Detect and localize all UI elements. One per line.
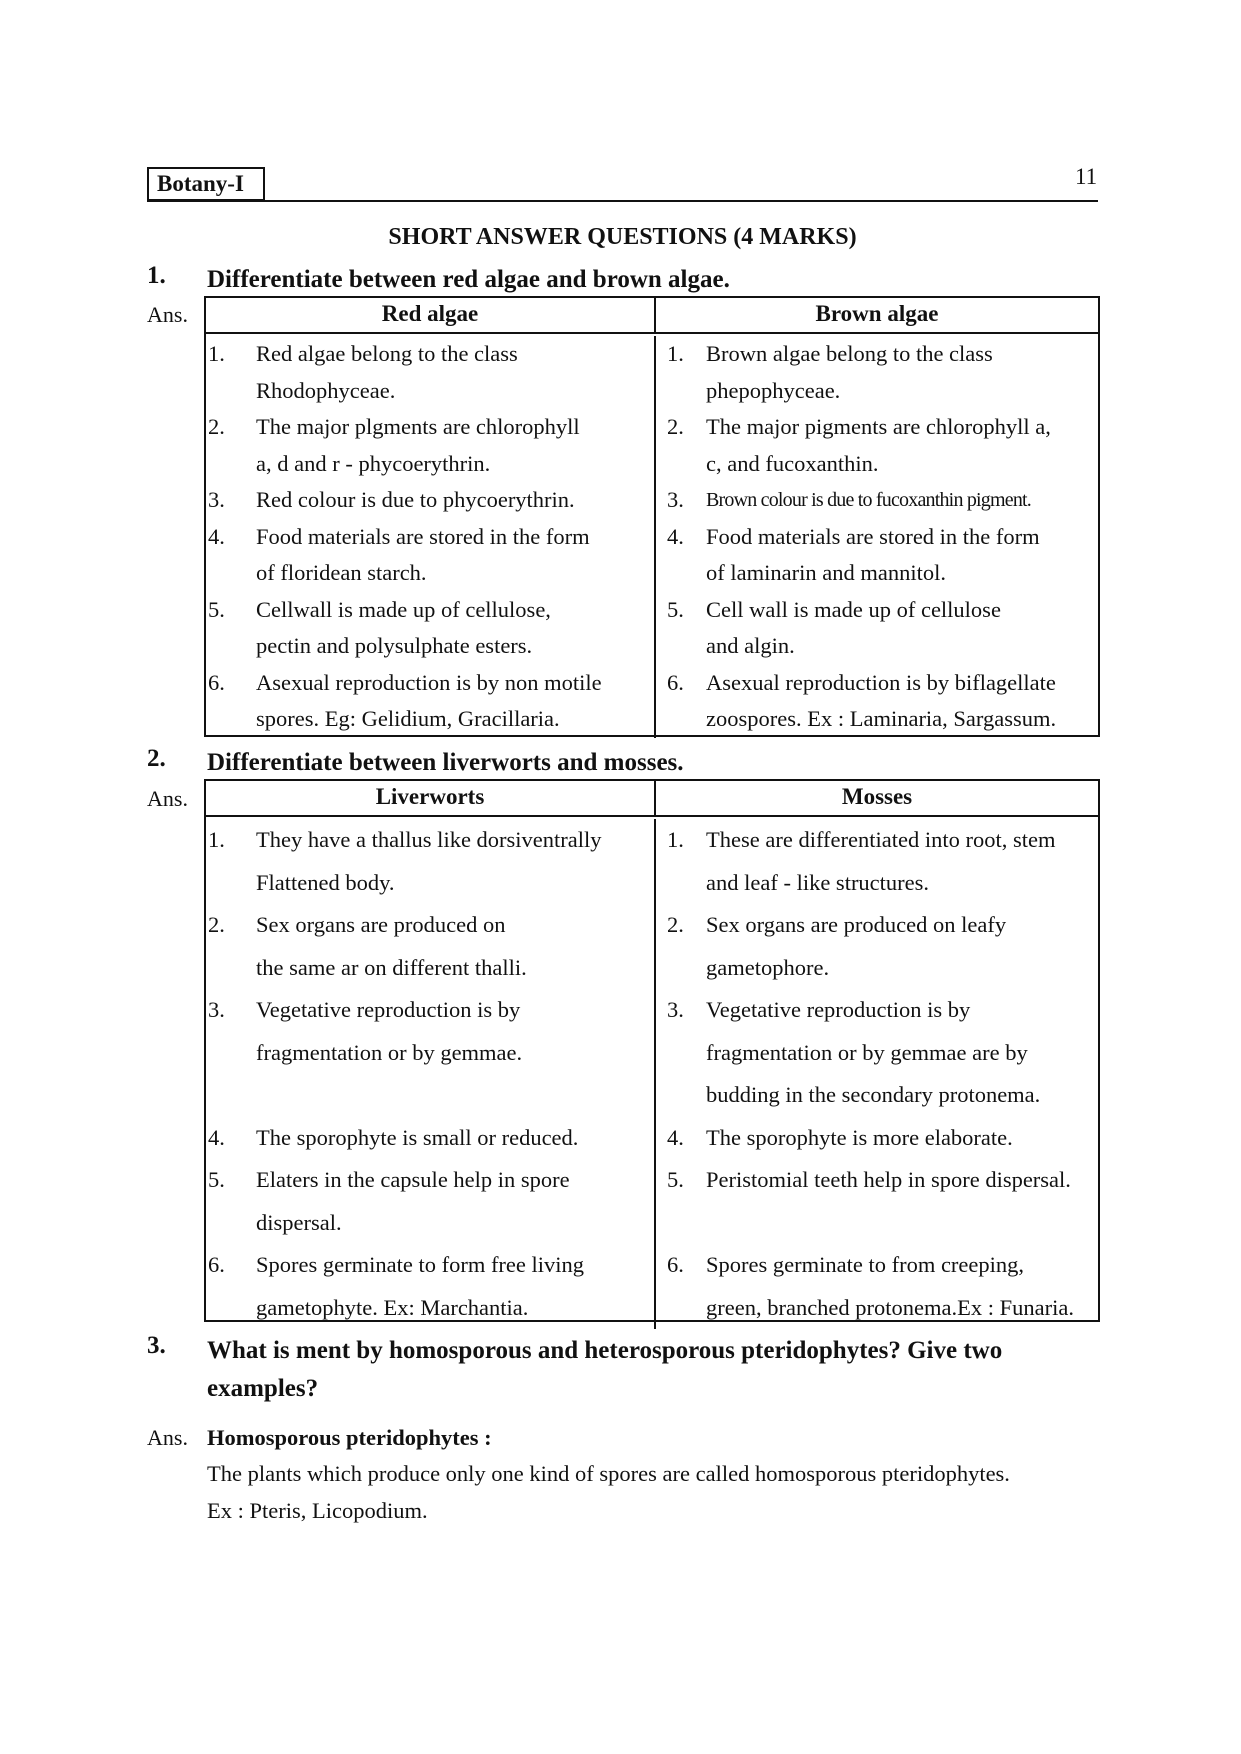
- list-item: [656, 819, 1098, 904]
- item-line: [256, 1074, 654, 1117]
- item-number: 3.: [208, 487, 225, 512]
- list-item: [206, 665, 654, 738]
- q1-ans-label: Ans.: [147, 302, 188, 327]
- homosporous-subheading: Homosporous pteridophytes :: [207, 1425, 492, 1450]
- q1-question: Differentiate between red algae and brown algae.: [207, 266, 730, 293]
- liverworts-column: [206, 819, 656, 1329]
- item-number: 1.: [667, 827, 684, 852]
- item-line: The major plgments are chlorophyll: [256, 414, 580, 439]
- item-line: Brown colour is due to fucoxanthin pigment.: [706, 489, 1031, 511]
- item-line: Rhodophyceae.: [256, 377, 396, 403]
- list-item: [206, 519, 654, 592]
- list-item: [656, 482, 1098, 519]
- item-number: 3.: [667, 487, 684, 512]
- q3-question-line1: What is ment by homosporous and heterosporous pteridophytes? Give two: [207, 1337, 1003, 1364]
- item-line: zoospores. Ex : Laminaria, Sargassum.: [706, 706, 1057, 731]
- item-number: 6.: [667, 669, 684, 695]
- item-line: Asexual reproduction is by biflagellate: [706, 669, 1056, 695]
- item-line: They have a thallus like dorsiventrally: [256, 827, 602, 852]
- list-item: [656, 519, 1098, 592]
- brown-algae-header: Brown algae: [815, 301, 939, 326]
- list-item: [206, 336, 654, 409]
- item-line: spores. Eg: Gelidium, Gracillaria.: [256, 706, 560, 731]
- mosses-header: Mosses: [841, 784, 913, 809]
- item-line: Spores germinate to form free living: [256, 1252, 585, 1277]
- section-title: SHORT ANSWER QUESTIONS (4 MARKS): [388, 224, 857, 250]
- item-line: Red algae belong to the class: [256, 341, 518, 366]
- brown-algae-column: [656, 336, 1098, 738]
- item-number: 5.: [667, 1167, 684, 1192]
- page-number: 11: [1075, 164, 1098, 189]
- red-algae-column: [206, 336, 656, 738]
- q3-question: [207, 1332, 1102, 1408]
- item-line: pectin and polysulphate esters.: [256, 633, 533, 658]
- item-line: of laminarin and mannitol.: [706, 560, 946, 585]
- q2-ans-label: Ans.: [147, 786, 188, 811]
- item-line: Red colour is due to phycoerythrin.: [256, 487, 575, 512]
- item-line: budding in the secondary protonema.: [706, 1082, 1041, 1107]
- list-item: [656, 1244, 1098, 1329]
- red-algae-header: Red algae: [206, 298, 656, 332]
- item-line: Flattened body.: [256, 869, 395, 895]
- mosses-column: [656, 819, 1098, 1329]
- list-item: [206, 482, 654, 519]
- list-item: [206, 592, 654, 665]
- item-line: a, d and r - phycoerythrin.: [256, 450, 491, 476]
- q2-question: Differentiate between liverworts and mosses.: [207, 749, 684, 776]
- item-number: 4.: [667, 1124, 684, 1150]
- item-line: Sex organs are produced on: [256, 912, 506, 937]
- item-line: the same ar on different thalli.: [256, 954, 527, 980]
- header-rule: [147, 200, 1098, 202]
- item-line: fragmentation or by gemmae.: [256, 1039, 523, 1065]
- item-line: Cell wall is made up of cellulose: [706, 596, 1001, 622]
- definition-line: The plants which produce only one kind of spores are called homosporous pteridophytes.: [207, 1461, 1010, 1486]
- item-number: 4.: [667, 523, 684, 549]
- item-line: The major pigments are chlorophyll a,: [706, 414, 1051, 439]
- item-line: green, branched protonema.Ex : Funaria.: [706, 1294, 1074, 1320]
- item-line: Peristomial teeth help in spore dispersal.: [706, 1167, 1071, 1192]
- item-number: 5.: [208, 1167, 225, 1192]
- q3-ans-label: Ans.: [147, 1425, 188, 1450]
- liverworts-mosses-table: [204, 779, 1100, 1322]
- item-number: 2.: [208, 414, 225, 439]
- item-line: and algin.: [706, 633, 795, 658]
- item-number: 1.: [667, 341, 684, 366]
- list-item: [656, 592, 1098, 665]
- list-item: [206, 1244, 654, 1329]
- list-item: [206, 409, 654, 482]
- list-item: [656, 336, 1098, 409]
- item-line: The sporophyte is more elaborate.: [706, 1124, 1013, 1150]
- list-item: [206, 1117, 654, 1160]
- item-line: dispersal.: [256, 1209, 342, 1235]
- item-line: Elaters in the capsule help in spore: [256, 1167, 570, 1192]
- list-item: [656, 904, 1098, 989]
- q2-number: 2.: [147, 745, 166, 772]
- item-number: 5.: [208, 596, 225, 622]
- item-line: Brown algae belong to the class: [706, 341, 993, 366]
- item-line: fragmentation or by gemmae are by: [706, 1039, 1028, 1065]
- liverworts-header: Liverworts: [206, 781, 656, 815]
- item-line: These are differentiated into root, stem: [706, 827, 1056, 852]
- list-item: [656, 989, 1098, 1117]
- item-number: 2.: [667, 912, 684, 937]
- item-line: c, and fucoxanthin.: [706, 450, 879, 476]
- item-number: 3.: [208, 997, 225, 1022]
- item-line: Vegetative reproduction is by: [256, 997, 521, 1022]
- red-brown-algae-table: [204, 296, 1100, 737]
- homosporous-definition: [207, 1455, 1107, 1529]
- list-item: [206, 1159, 654, 1244]
- item-line: The sporophyte is small or reduced.: [256, 1124, 579, 1150]
- q3-question-line2: examples?: [207, 1375, 319, 1402]
- list-item: [656, 409, 1098, 482]
- item-number: 1.: [208, 827, 225, 852]
- list-item: [656, 1117, 1098, 1160]
- item-number: 5.: [667, 596, 684, 622]
- item-line: phepophyceae.: [706, 377, 841, 403]
- item-line: and leaf - like structures.: [706, 869, 930, 895]
- subject-label: Botany-I: [147, 167, 265, 201]
- q1-number: 1.: [147, 262, 166, 289]
- item-line: Food materials are stored in the form: [256, 523, 590, 549]
- item-line: Sex organs are produced on leafy: [706, 912, 1007, 937]
- item-line: Asexual reproduction is by non motile: [256, 669, 602, 695]
- item-number: 2.: [667, 414, 684, 439]
- item-line: gametophyte. Ex: Marchantia.: [256, 1294, 529, 1320]
- item-number: 6.: [667, 1252, 684, 1277]
- item-number: 4.: [208, 1124, 225, 1150]
- item-number: 6.: [208, 669, 225, 695]
- list-item: [206, 904, 654, 989]
- item-number: 2.: [208, 912, 225, 937]
- list-item: [656, 665, 1098, 738]
- item-line: Food materials are stored in the form: [706, 523, 1040, 549]
- item-line: of floridean starch.: [256, 560, 427, 585]
- item-number: 4.: [208, 523, 225, 549]
- item-number: 6.: [208, 1252, 225, 1277]
- list-item: [206, 989, 654, 1117]
- list-item: [656, 1159, 1098, 1244]
- q3-number: 3.: [147, 1332, 166, 1359]
- item-line: [706, 1202, 1098, 1245]
- item-number: 1.: [208, 341, 225, 366]
- item-line: Cellwall is made up of cellulose,: [256, 596, 551, 622]
- item-line: Spores germinate to from creeping,: [706, 1252, 1025, 1277]
- list-item: [206, 819, 654, 904]
- item-line: gametophore.: [706, 954, 830, 980]
- item-line: Vegetative reproduction is by: [706, 997, 971, 1022]
- item-number: 3.: [667, 997, 684, 1022]
- examples-line: Ex : Pteris, Licopodium.: [207, 1498, 428, 1523]
